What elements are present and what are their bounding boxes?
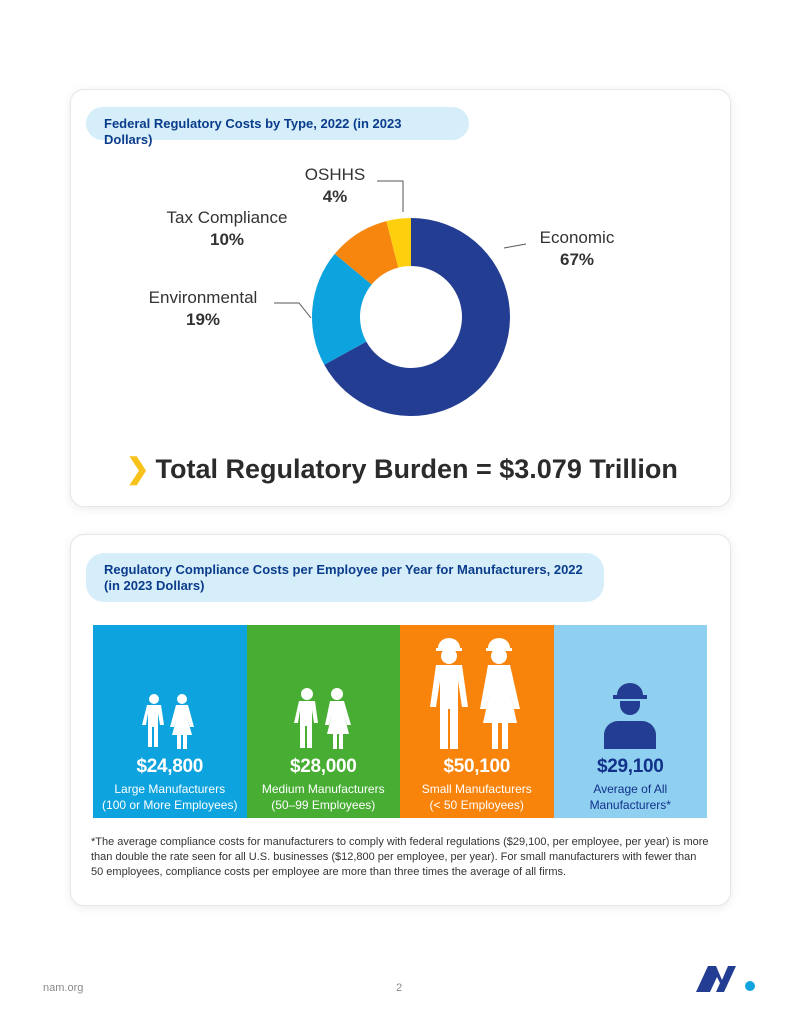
people-icon — [93, 691, 246, 749]
regulatory-costs-card — [70, 89, 731, 507]
people-icon — [400, 635, 553, 750]
tile-amount: $50,100 — [443, 756, 511, 777]
leader-line — [377, 181, 403, 212]
tile-amount: $29,100 — [596, 756, 664, 777]
worker-icon — [554, 681, 707, 749]
footer-site-link[interactable]: nam.org — [43, 982, 84, 994]
table-title: Regulatory Compliance Costs per Employee per Year for Manufacturers, 2022 (in 2023 Dollars) — [86, 553, 604, 602]
tile-amount: $24,800 — [136, 756, 204, 777]
leader-line — [274, 303, 311, 318]
page-number: 2 — [396, 982, 403, 994]
tile-desc: Small Manufacturers (< 50 Employees) — [421, 782, 532, 812]
donut-chart — [71, 90, 730, 506]
slice-value-label: 4% — [322, 187, 348, 206]
slice-label: Environmental — [148, 288, 258, 307]
slice-value-label: 10% — [209, 230, 245, 249]
tile-small — [400, 625, 554, 818]
total-burden-text: Total Regulatory Burden = $3.079 Trillion — [155, 454, 678, 484]
compliance-costs-card — [70, 534, 731, 906]
slice-label: Economic — [539, 228, 615, 247]
tile-average — [554, 625, 708, 818]
cost-tiles — [93, 625, 707, 818]
tile-large — [93, 625, 247, 818]
nam-logo — [694, 960, 758, 994]
tile-desc: Average of All Manufacturers* — [589, 782, 671, 812]
total-burden — [126, 452, 678, 485]
slice-label: OSHHS — [304, 165, 366, 184]
tile-desc: Medium Manufacturers (50–99 Employees) — [261, 782, 385, 812]
slice-value-label: 67% — [559, 250, 595, 269]
tile-medium — [247, 625, 401, 818]
slice-value-label: 19% — [185, 310, 221, 329]
slice-label: Tax Compliance — [166, 208, 288, 227]
tile-amount: $28,000 — [289, 756, 357, 777]
leader-line — [504, 244, 526, 248]
tile-desc: Large Manufacturers (100 or More Employees) — [102, 782, 238, 812]
people-icon — [247, 685, 400, 749]
footnote: *The average compliance costs for manufacturers to comply with federal regulations ($29,100, per employee, per year) is more than double the rate seen for all U.S. businesses ($12,800 per employee, per year). For small manufacturers with fewer than 50 employees, compliance costs per employee are more than three times the average of all firms. — [91, 836, 709, 878]
chevron-right-icon: ❯ — [126, 453, 150, 484]
chart-title: Federal Regulatory Costs by Type, 2022 (in 2023 Dollars) — [86, 107, 469, 140]
